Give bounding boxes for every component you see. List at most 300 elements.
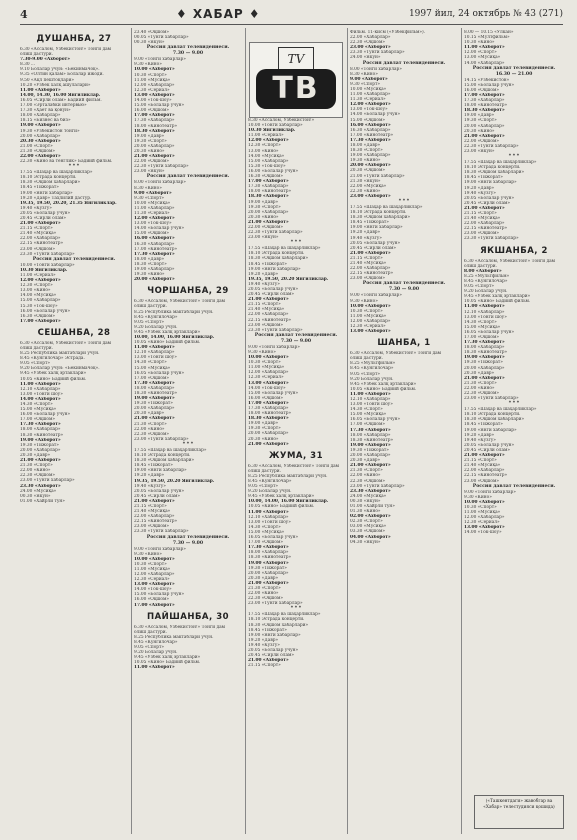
schedule-line: 9.30 «Кино» — [464, 494, 492, 500]
schedule-line: 03.00 «Мусиқа» — [350, 524, 387, 530]
channel-heading: 7.30 — 9.00 — [172, 51, 204, 57]
schedule-line: 17.55 «Шаҳар ва шаҳарликлар» — [350, 205, 423, 210]
schedule-line: 21.30 «Оқшом» — [20, 148, 55, 154]
schedule-line: 23.00 «Ахборот» — [350, 193, 391, 199]
schedule-line: 16.30 «Оқшом» — [248, 174, 283, 180]
schedule-line: 22.00 «Хабарлар» — [464, 468, 505, 474]
schedule-line: 19.30 «Тижорат» — [464, 360, 503, 366]
schedule-line: 21.00 «Тунги хабарлар» — [350, 173, 405, 179]
schedule-line: 22.15 «Кинотеатр» — [464, 226, 508, 232]
schedule-line: 21.15 «Спорт» — [350, 255, 383, 261]
schedule-line: 9.00 «Тонги хабарлар» — [134, 57, 186, 63]
channel-heading: Россия давлат телевидениеси. — [146, 534, 230, 540]
schedule-line: 21.40 «Мусиқа» — [464, 463, 501, 469]
schedule-line: 24.00 «Якун» — [350, 55, 381, 61]
schedule-line: 6.30 «Ассалом, Ўзбекистон!» Тонги дам — [20, 47, 112, 52]
schedule-line: 20.00 «Хабарлар» — [134, 406, 175, 412]
schedule-line: 11.00 «Ахборот» — [134, 665, 175, 671]
schedule-line: 18.00 «Кинотеатр» — [464, 103, 508, 109]
schedule-line: 17.55 «Шаҳар ва шаҳарликлар» — [464, 407, 537, 413]
channel-heading: * * * — [68, 164, 80, 170]
schedule-line: 15.00 «Мусиқа» — [350, 412, 387, 418]
schedule-line: 11.00 «Ахборот» — [20, 381, 61, 387]
column-divider — [347, 28, 348, 834]
schedule-line: 22.00 «Оқшом» — [248, 224, 283, 230]
schedule-line: 10.05 «Кино» Бадиий фильм. — [134, 340, 201, 346]
schedule-line: 12.30 «Спорт» — [248, 143, 281, 149]
schedule-line: 19.20 «Давр» Таҳлилий дастур. — [20, 195, 92, 201]
schedule-line: 18.10 Эстрада концерти. — [248, 251, 305, 257]
schedule-line: 9.45 «Ўзбек халқ эртаклари» — [134, 655, 201, 661]
schedule-line: 16.30 «Хабарлар» — [134, 241, 175, 247]
schedule-line: 19.00 «Ахборот» — [248, 560, 289, 566]
schedule-line: 9.35 «Олтин қалам» Болалар ижоди. — [20, 72, 104, 78]
schedule-line: 22.00 «Оқшом» — [134, 159, 169, 165]
day-heading: ЯКШАНБА, 2 — [480, 245, 548, 256]
schedule-line: 23.00 «Якун» — [248, 235, 279, 241]
schedule-line: 12.30 «Спорт» — [20, 283, 53, 289]
schedule-line: 9.05 «Спорт» — [134, 645, 165, 651]
schedule-line: 19.40 «Кўзгу» — [350, 235, 382, 241]
schedule-line: 8.30 «Кино» — [350, 71, 378, 77]
schedule-line: 13.00 «Ахборот» — [134, 92, 175, 98]
schedule-column-1 — [20, 30, 128, 834]
schedule-line: 20.45 «Сирли олам» — [248, 292, 295, 298]
channel-heading: * * * — [508, 154, 520, 160]
column-divider — [131, 28, 132, 834]
schedule-line: 14.15 «Ўзбекистон» — [464, 77, 510, 83]
schedule-line: 20.30 «Кино» — [248, 436, 279, 442]
schedule-line: 19.30 «Тижорат» — [134, 401, 173, 407]
schedule-line: 13.00 «Тонги шоу» — [350, 402, 393, 408]
schedule-line: 18.00 «Хабарлар» — [134, 385, 175, 391]
channel-heading: Россия давлат телевидениеси. — [472, 483, 556, 489]
schedule-line: 19.00 «Хабарлар» — [350, 153, 391, 159]
schedule-line: 15.00 «Оқшом» — [134, 231, 169, 237]
schedule-line: 18.45 «Тижорат» — [350, 220, 389, 226]
schedule-line: 17.30 «Ахборот» — [134, 251, 175, 257]
schedule-line: 17.30 «Хабарлар» — [134, 118, 175, 124]
schedule-line: 22.30 «Оқшом» — [248, 596, 283, 602]
schedule-line: 22.30 «Оқшом» — [134, 431, 169, 437]
schedule-line: 19.30 «Спорт» — [248, 204, 281, 210]
schedule-line: 19.00 «Янги хабарлар» — [248, 266, 301, 272]
schedule-line: 18.30 «Оқшом хабарлари» — [464, 170, 525, 176]
schedule-line: 10.05 «Кино» Бадиий фильм. — [350, 386, 417, 392]
schedule-line: 9.05 «Спорт» — [248, 484, 279, 490]
schedule-line: 19.20 «Давр» — [134, 473, 165, 479]
schedule-line: 15.00 «Болалар учун» — [248, 390, 299, 396]
schedule-line: 6.30 «Ассалом, Ўзбекистон!» Тонги дам — [464, 258, 556, 264]
schedule-line: 18.45 «Тижорат» — [464, 422, 503, 428]
schedule-line: 18.30 «Оқшом хабарлари» — [350, 215, 411, 221]
schedule-line: 9.30 «Спорт» — [350, 81, 381, 87]
schedule-line: 13.00 «Ахборот» — [134, 582, 175, 588]
day-heading: ЖУМА, 31 — [268, 450, 323, 461]
schedule-line: 10.30 «Спорт» — [464, 504, 497, 510]
schedule-line: 19.40 «Кўзгу» — [134, 483, 166, 489]
schedule-line: 18.10 Эстрада концерти. — [464, 165, 521, 171]
schedule-line: 23.30 «Тунги хабарлар» — [20, 251, 75, 257]
schedule-line: 18.30 «Оқшом хабарлари» — [464, 417, 525, 423]
schedule-line: 22.00 «Мусиқа» — [350, 183, 387, 189]
schedule-line: 13.00 «Ток-шоу» — [350, 107, 388, 113]
schedule-line: 18.00 «Кинотеатр» — [248, 411, 292, 417]
schedule-line: 18.45 «Тижорат» — [20, 185, 59, 191]
schedule-line: 23.00 «Оқшом» — [350, 276, 385, 282]
schedule-line: 12.30 «Сериал» — [350, 323, 386, 329]
schedule-line: 8.30 «Кино» — [134, 185, 162, 191]
schedule-line: 21.30 «Спорт» — [134, 421, 167, 427]
schedule-line: 13.00 «Ахборот» — [464, 525, 505, 531]
schedule-line: 23.00 «Оқшом» — [464, 478, 499, 484]
schedule-line: 21.00 «Ахборот» — [20, 458, 61, 464]
column-divider — [245, 28, 246, 834]
schedule-line: 14.00 «Ахборот» — [20, 396, 61, 402]
schedule-line: 18.00 «Хабарлар» — [20, 113, 61, 119]
schedule-line: 11.00 «Ахборот» — [248, 509, 289, 515]
schedule-line: 13.00 «Ахборот» — [248, 380, 289, 386]
schedule-line: 19.00 «Ахборот» — [464, 355, 505, 361]
schedule-line: 16.05 «Болалар учун» — [134, 370, 185, 376]
day-heading: ДУШАНБА, 27 — [36, 34, 112, 44]
schedule-line: 20.45 «Сирли олам» — [134, 493, 181, 499]
schedule-line: 11.00 «Ахборот» — [464, 45, 505, 51]
channel-heading: * * * — [290, 606, 302, 612]
schedule-line: 21.15 «Спорт» — [248, 663, 281, 669]
schedule-line: 9.20 Болалар учун. — [350, 376, 394, 382]
schedule-line: 15.00 «Болалар учун» — [134, 592, 185, 598]
schedule-line: 23.00 «Тунги хабарлар» — [134, 436, 189, 442]
schedule-line: 12.00 «Хабарлар» — [464, 515, 505, 521]
schedule-line: 22.00 «Кино» — [350, 473, 381, 479]
schedule-line: 19.20 «Давр» — [248, 637, 279, 643]
schedule-line: 13.00 «Тонги шоу» — [20, 391, 63, 397]
schedule-line: 00.30 «Якун» — [134, 40, 165, 46]
schedule-line: 23.40 «Оқшом» — [134, 30, 169, 35]
schedule-line: 19.00 «Ахборот» — [20, 123, 61, 129]
schedule-line: 17.00 «Ахборот» — [20, 318, 61, 324]
schedule-line: 17.55 «Шаҳар ва шаҳарликлар» — [464, 160, 537, 166]
schedule-line: 6.30 «Ассалом, Ўзбекистон!» Тонги дам — [134, 624, 226, 630]
schedule-line: 21.00 «Ахборот» — [464, 133, 505, 139]
schedule-line: 13.00 «Тонги шоу» — [134, 355, 177, 361]
schedule-line: 18.00 «Хабарлар» — [248, 550, 289, 556]
schedule-line: 9.20 Болалар учун: «Бекинмачоқ». — [20, 366, 100, 372]
schedule-line: 11.00 «Мусиқа» — [350, 313, 387, 319]
schedule-line: 23.00 «Якун» — [134, 169, 165, 175]
schedule-line: 17.55 «Шаҳар ва шаҳарликлар» — [20, 170, 93, 176]
schedule-line: 01.30 «Кино» — [350, 509, 381, 515]
channel-heading: Россия давлат телевидениеси. — [32, 256, 116, 262]
channel-heading: Россия давлат телевидениеси. — [362, 60, 446, 66]
schedule-line: 17.55 «Шаҳар ва шаҳарликлар» — [248, 612, 321, 618]
schedule-line: 23.30 «Ахборот» — [20, 483, 61, 489]
schedule-line: 11.00 «Ахборот» — [464, 304, 505, 310]
schedule-line: 14.00 «Хабарлар» — [464, 60, 505, 66]
schedule-line: 23.30 «Ахборот» — [350, 488, 391, 494]
schedule-line: 14.00, 14.30, 16.00 Янгиликлар. — [20, 92, 101, 98]
schedule-line: 22.30 «Кино» — [350, 188, 381, 194]
schedule-line: 21.40 «Мусиқа» — [20, 231, 57, 237]
schedule-line: 17.00 «Ахборот» — [134, 113, 175, 119]
schedule-line: 20.30 «Кино» — [464, 128, 495, 134]
schedule-line: 22.30 «Оқшом» — [350, 478, 385, 484]
schedule-line: 6.30 «Ассалом, Ўзбекистон!» Тонги дам — [350, 351, 442, 357]
schedule-line: 19.30 «Ўзбекистон тонги» — [20, 128, 80, 134]
schedule-line: 17.00 «Оқшом» — [464, 334, 499, 340]
schedule-line: 18.10 Эстрада концерти. — [134, 453, 191, 459]
schedule-line: 18.30 «Ахборот» — [248, 416, 289, 422]
schedule-column-5 — [464, 30, 564, 834]
schedule-line: 18.30 «Оқшом хабарлари» — [248, 256, 309, 262]
schedule-line: 11.00 «Мусиқа» — [134, 566, 171, 572]
schedule-line: 23.00 «Оқшом» — [20, 246, 55, 252]
schedule-line: 21.00 «Ахборот» — [350, 250, 391, 256]
schedule-line: 13.00 «Кино» — [248, 148, 279, 154]
schedule-line: 15.00 «Оқшом» — [350, 117, 385, 123]
schedule-line: 22.15 «Кинотеатр» — [464, 473, 508, 479]
schedule-line: 21.30 «Спорт» — [464, 380, 497, 386]
schedule-column-4 — [350, 30, 458, 834]
schedule-line: 04.00 «Ахборот» — [350, 534, 391, 540]
schedule-line: 8.45 «Кўнгилочар» Эстрада. — [20, 356, 85, 362]
newspaper-title: ♦ ХАБАР ♦ — [175, 7, 261, 21]
schedule-line: 11.00 «Мусиқа» — [464, 509, 501, 515]
schedule-line: 19.00 «Давр» — [248, 199, 279, 205]
schedule-line: 22.00 «Кино» — [248, 591, 279, 597]
schedule-line: 11.00 «Ахборот» — [134, 345, 175, 351]
schedule-line: 17.00 «Кинотеатр» — [350, 132, 394, 138]
schedule-line: 17.55 «Шаҳар ва шаҳарликлар» — [248, 246, 321, 252]
schedule-line: 22.30 «Кино ва тенглик» Бадиий фильм. — [20, 159, 113, 165]
schedule-line: 17.00 «Ахборот» — [248, 400, 289, 406]
schedule-line: 10.30 «Кино» — [464, 40, 495, 46]
schedule-line: 8.00 — 10.15 «Улкан» — [464, 30, 514, 35]
schedule-line: 12.10 «Хабарлар» — [20, 386, 61, 392]
schedule-line: 12.00 «Ахборот» — [248, 138, 289, 144]
schedule-line: 10.00 «Мусиқа» — [134, 200, 171, 206]
schedule-line: 11.00 «Мусиқа» — [134, 77, 171, 83]
schedule-line: 10.00 «Ахборот» — [134, 556, 175, 562]
schedule-line: 10.15 «Мултфильм» — [464, 35, 510, 41]
schedule-line: 23.00 «Тунги хабарлар» — [20, 478, 75, 484]
channel-heading: 7.30 — 9.00 — [388, 287, 420, 293]
schedule-line: 21.00 «Спорт» — [20, 143, 53, 149]
schedule-line: 10.05 «Кино» Бадиий фильм. — [134, 660, 201, 666]
schedule-line: 9.00 «Тонги хабарлар» — [350, 293, 402, 299]
schedule-line: 9.00 «Тонги хабарлар» — [248, 344, 300, 350]
schedule-line: 19.00 «Янги хабарлар» — [464, 427, 517, 433]
channel-heading: 16.30 — 21.00 — [495, 71, 533, 77]
schedule-line: 22.00 «Оқшом» — [464, 138, 499, 144]
schedule-line: 18.30 «Оқшом хабарлари» — [248, 622, 309, 628]
schedule-line: 9.00 «Ахборот» — [350, 76, 388, 82]
schedule-line: 9.20 Болалар учун. — [464, 289, 508, 295]
schedule-line: 16.00 «Оқшом» — [248, 395, 283, 401]
schedule-line: 20.00 «Ахборот» — [134, 277, 175, 283]
schedule-line: 17.00 «Кинотеатр» — [134, 246, 178, 252]
schedule-line: 9.45 «Ўзбек халқ эртаклари» — [248, 494, 315, 500]
schedule-line: 16.00 «Оқшом» — [134, 597, 169, 603]
schedule-line: 14.30 «Спорт» — [134, 360, 167, 366]
schedule-line: 22.30 «Оқшом» — [464, 391, 499, 396]
schedule-line: 16.00 «Болалар учун» — [20, 308, 71, 314]
schedule-line: 24.00 «Мусиқа» — [20, 488, 57, 494]
schedule-line: 8.25 Республика мактаблари учун. — [134, 634, 214, 640]
schedule-line: 6.30 «Ассалом, Ўзбекистон!» Тонги дам — [248, 463, 340, 469]
schedule-line: 19.00 «Янги хабарлар» — [134, 468, 187, 474]
schedule-line: 8.45 «Кўнгилочар» — [350, 366, 394, 372]
schedule-line: 15.30 «Ток-шоу» — [20, 303, 58, 309]
schedule-line: 12.10 «Хабарлар» — [248, 514, 289, 520]
schedule-line: 12.30 «Сериал» — [134, 87, 170, 93]
schedule-line: 12.00 «Ахборот» — [350, 102, 391, 108]
channel-heading: Россия давлат телевидениеси. — [146, 45, 230, 51]
schedule-line: 23.00 «Тунги хабарлар» — [350, 483, 405, 489]
schedule-line: 8.00 «Тонги хабарлар» — [134, 180, 186, 186]
schedule-line: 16.05 «Болалар учун» — [350, 417, 401, 423]
tv-logo-big: ТВ — [256, 69, 336, 109]
schedule-line: 11.00 «Сериал» — [20, 272, 56, 278]
schedule-line: 16.30 «Оқшом» — [20, 313, 55, 319]
schedule-line: 20.45 «Сирли олам» — [464, 200, 511, 206]
schedule-line: 8.45 «Кўнгилочар» — [134, 314, 178, 320]
schedule-line: 9.45 «Ўзбек халқ эртаклари» — [20, 371, 87, 377]
schedule-line: олиш дастури. — [134, 304, 168, 310]
schedule-line: 19.30 «Тижорат» — [248, 565, 287, 571]
schedule-line: 19.40 «Кўзгу» — [464, 437, 496, 443]
schedule-line: 17.00 «Оқшом» — [350, 422, 385, 428]
schedule-line: 20.00 «Хабарлар» — [20, 133, 61, 139]
channel-heading: 7.30 — 9.00 — [172, 540, 204, 546]
schedule-line: 22.15 «Кинотеатр» — [248, 317, 292, 323]
schedule-line: 17.00 «Оқшом» — [134, 375, 169, 381]
schedule-line: 21.40 «Мусиқа» — [464, 216, 501, 222]
schedule-line: 14.00 «Ток-шоу» — [134, 98, 172, 104]
schedule-line: 9.05 «Спорт» — [134, 319, 165, 325]
schedule-line: 22.00 «Хабарлар» — [134, 514, 175, 520]
channel-heading: 7.30 — 9.00 — [280, 338, 312, 344]
channel-heading: * * * — [398, 199, 410, 204]
schedule-line: 14.00 «Мусиқа» — [20, 293, 57, 299]
schedule-line: 19.35, 19.50, 20.20 Янгиликлар. — [248, 276, 329, 282]
schedule-line: 23.30 «Тунги хабарлар» — [248, 327, 303, 333]
schedule-line: 20.30 «Давр» — [464, 370, 495, 376]
schedule-line: 15.00 «Мусиқа» — [134, 365, 171, 371]
schedule-line: 15.00 «Болалар учун» — [464, 82, 515, 88]
schedule-line: 17.30 «Ахборот» — [350, 137, 391, 143]
schedule-line: 8.25 «Мультфильм» — [464, 273, 510, 279]
schedule-line: 17.30 «Ахборот» — [248, 545, 289, 551]
schedule-line: 19.00 «Янги хабарлар» — [464, 180, 517, 186]
schedule-line: 17.00 «Оқшом» — [248, 540, 283, 546]
schedule-line: 8.30 «Ассалом, Ўзбекистон!» — [248, 118, 315, 123]
schedule-line: 9.00 «Ахборот» — [134, 190, 172, 196]
schedule-line: 14.30 «Спорт» — [464, 319, 497, 325]
schedule-line: 10.05 «Кино» Бадиий фильм. — [248, 504, 315, 510]
page-header — [20, 4, 563, 24]
schedule-line: 17.30 «Ахборот» — [464, 340, 505, 346]
schedule-line: 24.00 «Мусиқа» — [350, 493, 387, 499]
schedule-line: 14.00 «Болалар учун» — [350, 112, 401, 118]
schedule-line: 18.30 «Оқшом хабарлари» — [134, 458, 195, 464]
schedule-line: 04.30 «Якун» — [350, 539, 381, 545]
schedule-line: 19.35, 19.50, 20.20 Янгиликлар. — [134, 478, 215, 484]
schedule-line: 19.00 «Ахборот» — [20, 437, 61, 443]
schedule-column-3 — [248, 30, 344, 834]
schedule-line: 19.00 «Янги хабарлар» — [20, 190, 73, 196]
schedule-line: 17.30 «Ахборот» — [134, 380, 175, 386]
schedule-line: 18.30 «Кинотеатр» — [20, 432, 64, 438]
header-rule — [20, 24, 563, 25]
schedule-line: 17.30 «Ҳаёт ва қонун» — [20, 108, 71, 114]
schedule-line: 10.30 «Спорт» — [350, 308, 383, 314]
schedule-line: 14.00 «Ток-шоу» — [134, 587, 172, 593]
schedule-line: 17.55 «Шаҳар ва шаҳарликлар» — [134, 447, 207, 453]
schedule-line: 19.00 «Янги хабарлар» — [350, 225, 403, 231]
schedule-line: 9.05 «Спорт» — [464, 284, 495, 290]
schedule-line: 22.00 «Хабарлар» — [350, 266, 391, 272]
schedule-line: 19.40 «Кўзгу» — [248, 281, 280, 287]
schedule-line: 18.00 «Кинотеатр» — [248, 189, 292, 195]
schedule-line: 23.00 «Оқшом» — [134, 524, 169, 530]
schedule-line: 15.00 «Мусиқа» — [20, 407, 57, 413]
schedule-line: 20.45 «Сирли олам» — [20, 216, 67, 221]
schedule-line: 21.40 «Мусиқа» — [248, 307, 285, 313]
schedule-line: 19.30 «Кино» — [350, 158, 381, 164]
schedule-line: 22.30 «Тунги хабарлар» — [248, 230, 303, 236]
schedule-line: 9.30 «Кино» — [134, 62, 162, 68]
schedule-line: 9.05 «Спорт» — [20, 361, 51, 367]
schedule-line: 12.30 «Сериал» — [134, 577, 170, 583]
schedule-line: 14.00 «Ток-шоу» — [464, 530, 502, 536]
schedule-line: 22.00 «Ахборот» — [20, 153, 61, 159]
day-heading: СЕШАНБА, 28 — [37, 327, 111, 338]
schedule-line: олиш дастури. — [248, 468, 282, 474]
schedule-line: 19.00 «Хабарлар» — [134, 267, 175, 273]
schedule-line: 9.20 Болалар учун. — [134, 324, 178, 330]
day-heading: ШАНБА, 1 — [377, 338, 431, 349]
schedule-line: 19.00 «Ахборот» — [134, 396, 175, 402]
schedule-line: 18.30 «Спорт» — [350, 148, 383, 154]
schedule-line: 18.45 «Тижорат» — [248, 261, 287, 267]
schedule-line: 9.05 «Спорт» — [350, 371, 381, 377]
schedule-line: 18.30 «Спорт» — [134, 261, 167, 267]
schedule-line: 00.30 «Якун» — [350, 498, 381, 504]
schedule-column-2 — [134, 30, 242, 834]
schedule-line: 21.00 «Ахборот» — [20, 221, 61, 227]
schedule-line: 10.30 Янгиликлар. — [248, 128, 296, 134]
schedule-line: 19.00 «Давр» — [248, 421, 279, 427]
schedule-line: 18.10 Эстрада концерти. — [464, 412, 521, 418]
schedule-line: олиш дастури. — [20, 52, 54, 58]
schedule-line: 21.00 «Ахборот» — [134, 416, 175, 422]
schedule-line: 20.05 «Болалар учун» — [350, 240, 401, 246]
schedule-line: 23.00 «Якун» — [464, 148, 495, 154]
schedule-line: 17.30 «Хабарлар» — [464, 98, 505, 104]
schedule-line: 9.00 «Тонги хабарлар» — [464, 489, 516, 495]
schedule-line: 00.30 «Якун» — [20, 493, 51, 499]
schedule-line: 21.30 «Спорт» — [248, 585, 281, 591]
schedule-line: 12.00 «Спорт» — [464, 50, 497, 56]
schedule-line: 21.00 «Ахборот» — [248, 297, 289, 303]
schedule-line: 10.05 «Кино» Бадиий фильм. — [464, 299, 531, 305]
schedule-line: 12.10 «Хабарлар» — [350, 397, 391, 402]
schedule-line: 10.30 «Спорт» — [248, 360, 281, 366]
column-divider — [461, 28, 462, 834]
schedule-line: 7.30-9.00 «Ахборот» — [20, 57, 70, 63]
